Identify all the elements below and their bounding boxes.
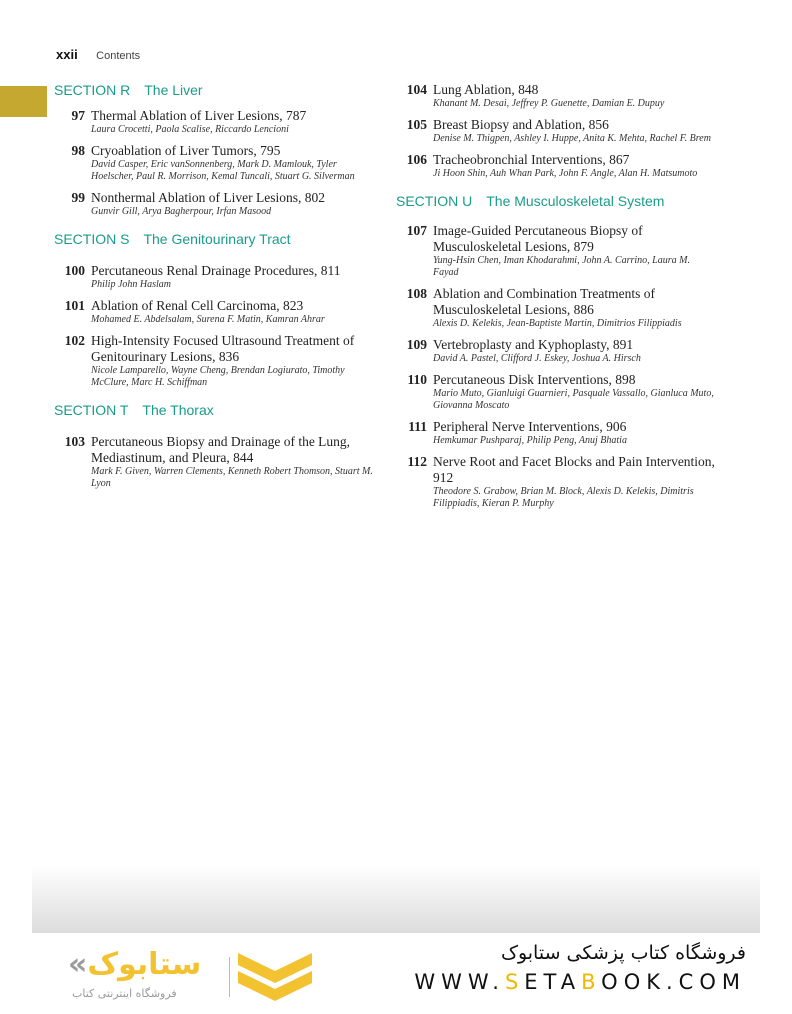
logo-tagline: فروشگاه اینترنتی کتاب	[72, 987, 177, 1000]
chapter-number: 112	[407, 454, 427, 469]
section-letter: SECTION U	[396, 193, 473, 209]
running-header	[56, 46, 140, 64]
chapter-number: 108	[406, 286, 427, 301]
section-heading	[54, 402, 374, 418]
section-letter: SECTION T	[54, 402, 129, 418]
chapter-title: Ablation and Combination Treatments of Musculoskeletal Lesions, 886	[433, 286, 655, 317]
url-part: ETA	[524, 970, 582, 994]
section-title: The Liver	[144, 82, 203, 98]
url-part: OOK.COM	[601, 970, 746, 994]
chapter-number: 105	[406, 117, 427, 132]
chapter-number: 110	[407, 372, 427, 387]
toc-entry[interactable]	[396, 454, 736, 510]
chapter-authors: Mark F. Given, Warren Clements, Kenneth Robert Thomson, Stuart M. Lyon	[91, 466, 373, 489]
chapter-authors: Mohamed E. Abdelsalam, Surena F. Matin, Kamran Ahrar	[91, 314, 325, 325]
page-bottom-shadow	[32, 865, 760, 933]
toc-left-column	[54, 82, 374, 497]
logo-wordmark	[68, 947, 201, 982]
chevron-logo-icon	[238, 953, 312, 1005]
section-title: The Musculoskeletal System	[486, 193, 665, 209]
section-heading	[54, 231, 374, 247]
toc-entry[interactable]	[54, 190, 374, 218]
store-name: فروشگاه کتاب پزشکی ستابوک	[500, 942, 746, 964]
chapter-title: Nerve Root and Facet Blocks and Pain Intervention, 912	[433, 454, 715, 485]
chapter-authors: Denise M. Thigpen, Ashley I. Huppe, Anita K. Mehta, Rachel F. Brem	[433, 133, 711, 144]
section-title: The Genitourinary Tract	[143, 231, 291, 247]
toc-entry[interactable]	[54, 263, 374, 291]
logo-divider	[229, 957, 230, 997]
chapter-title: Ablation of Renal Cell Carcinoma, 823	[91, 298, 304, 313]
toc-entry[interactable]	[54, 333, 374, 389]
chapter-number: 102	[64, 333, 85, 348]
chapter-number: 98	[71, 143, 85, 158]
section-heading	[54, 82, 374, 98]
chapter-title: Thermal Ablation of Liver Lesions, 787	[91, 108, 307, 123]
chapter-authors: Nicole Lamparello, Wayne Cheng, Brendan Logiurato, Timothy McClure, Marc H. Schiffman	[91, 365, 345, 388]
chapter-number: 104	[406, 82, 427, 97]
chapter-authors: Yung-Hsin Chen, Iman Khodarahmi, John A. Carrino, Laura M. Fayad	[433, 255, 690, 278]
section-letter: SECTION S	[54, 231, 130, 247]
chapter-title: Lung Ablation, 848	[433, 82, 539, 97]
store-url[interactable]	[414, 970, 746, 994]
chapter-authors: Ji Hoon Shin, Auh Whan Park, John F. Angle, Alan H. Matsumoto	[433, 168, 698, 179]
chapter-authors: Theodore S. Grabow, Brian M. Block, Alexis D. Kelekis, Dimitris Filippiadis, Kieran P. Murphy	[433, 486, 694, 509]
toc-entry[interactable]	[54, 108, 374, 136]
chapter-number: 101	[64, 298, 85, 313]
chapter-authors: Hemkumar Pushparaj, Philip Peng, Anuj Bhatia	[433, 435, 627, 446]
toc-entry[interactable]	[54, 298, 374, 326]
toc-entry[interactable]	[396, 286, 736, 330]
section-letter: SECTION R	[54, 82, 131, 98]
toc-right-column	[396, 82, 736, 517]
chapter-title: Image-Guided Percutaneous Biopsy of Musculoskeletal Lesions, 879	[433, 223, 643, 254]
toc-entry[interactable]	[396, 337, 736, 365]
toc-entry[interactable]	[54, 434, 374, 490]
toc-entry[interactable]	[396, 419, 736, 447]
chapter-authors: David A. Pastel, Clifford J. Eskey, Joshua A. Hirsch	[433, 353, 641, 364]
chapter-number: 103	[64, 434, 85, 449]
toc-entry[interactable]	[396, 82, 736, 110]
chapter-authors: Alexis D. Kelekis, Jean-Baptiste Martin, Dimitrios Filippiadis	[433, 318, 682, 329]
chapter-authors: Laura Crocetti, Paola Scalise, Riccardo Lencioni	[91, 124, 289, 135]
toc-entry[interactable]	[396, 223, 736, 279]
toc-entry[interactable]	[396, 117, 736, 145]
section-title: The Thorax	[142, 402, 214, 418]
setabook-logo[interactable]	[62, 945, 312, 1007]
chapter-number: 109	[406, 337, 427, 352]
chapter-authors: Gunvir Gill, Arya Bagherpour, Irfan Masood	[91, 206, 272, 217]
chapter-number: 106	[406, 152, 427, 167]
chapter-authors: Mario Muto, Gianluigi Guarnieri, Pasquale Vassallo, Gianluca Muto, Giovanna Moscato	[433, 388, 714, 411]
chapter-title: Tracheobronchial Interventions, 867	[433, 152, 630, 167]
chapter-title: Nonthermal Ablation of Liver Lesions, 802	[91, 190, 325, 205]
store-banner[interactable]	[414, 942, 746, 994]
chapter-title: High-Intensity Focused Ultrasound Treatment of Genitourinary Lesions, 836	[91, 333, 355, 364]
chapter-authors: David Casper, Eric vanSonnenberg, Mark D. Mamlouk, Tyler Hoelscher, Paul R. Morrison, Kemal Tuncali, Stuart G. Silverman	[91, 159, 355, 182]
chapter-number: 111	[408, 419, 427, 434]
logo-name: ستابوک	[87, 947, 202, 982]
chapter-authors: Philip John Haslam	[91, 279, 171, 290]
section-tab-marker	[0, 86, 47, 117]
chapter-title: Vertebroplasty and Kyphoplasty, 891	[433, 337, 634, 352]
chapter-number: 100	[64, 263, 85, 278]
toc-entry[interactable]	[396, 372, 736, 412]
logo-chevrons: «	[68, 947, 88, 982]
chapter-title: Breast Biopsy and Ablation, 856	[433, 117, 609, 132]
chapter-authors: Khanant M. Desai, Jeffrey P. Guenette, Damian E. Dupuy	[433, 98, 665, 109]
url-part: WWW.	[414, 970, 505, 994]
chapter-title: Percutaneous Biopsy and Drainage of the Lung, Mediastinum, and Pleura, 844	[91, 434, 351, 465]
toc-entry[interactable]	[396, 152, 736, 180]
section-heading	[396, 193, 736, 209]
chapter-number: 107	[406, 223, 427, 238]
url-highlight: S	[504, 970, 525, 994]
page-number: xxii	[56, 47, 78, 62]
url-highlight: B	[581, 970, 602, 994]
chapter-title: Cryoablation of Liver Tumors, 795	[91, 143, 281, 158]
chapter-title: Percutaneous Renal Drainage Procedures, 811	[91, 263, 341, 278]
chapter-title: Percutaneous Disk Interventions, 898	[433, 372, 636, 387]
chapter-number: 99	[71, 190, 85, 205]
chapter-number: 97	[71, 108, 85, 123]
toc-entry[interactable]	[54, 143, 374, 183]
running-title: Contents	[96, 50, 141, 62]
chapter-title: Peripheral Nerve Interventions, 906	[433, 419, 627, 434]
